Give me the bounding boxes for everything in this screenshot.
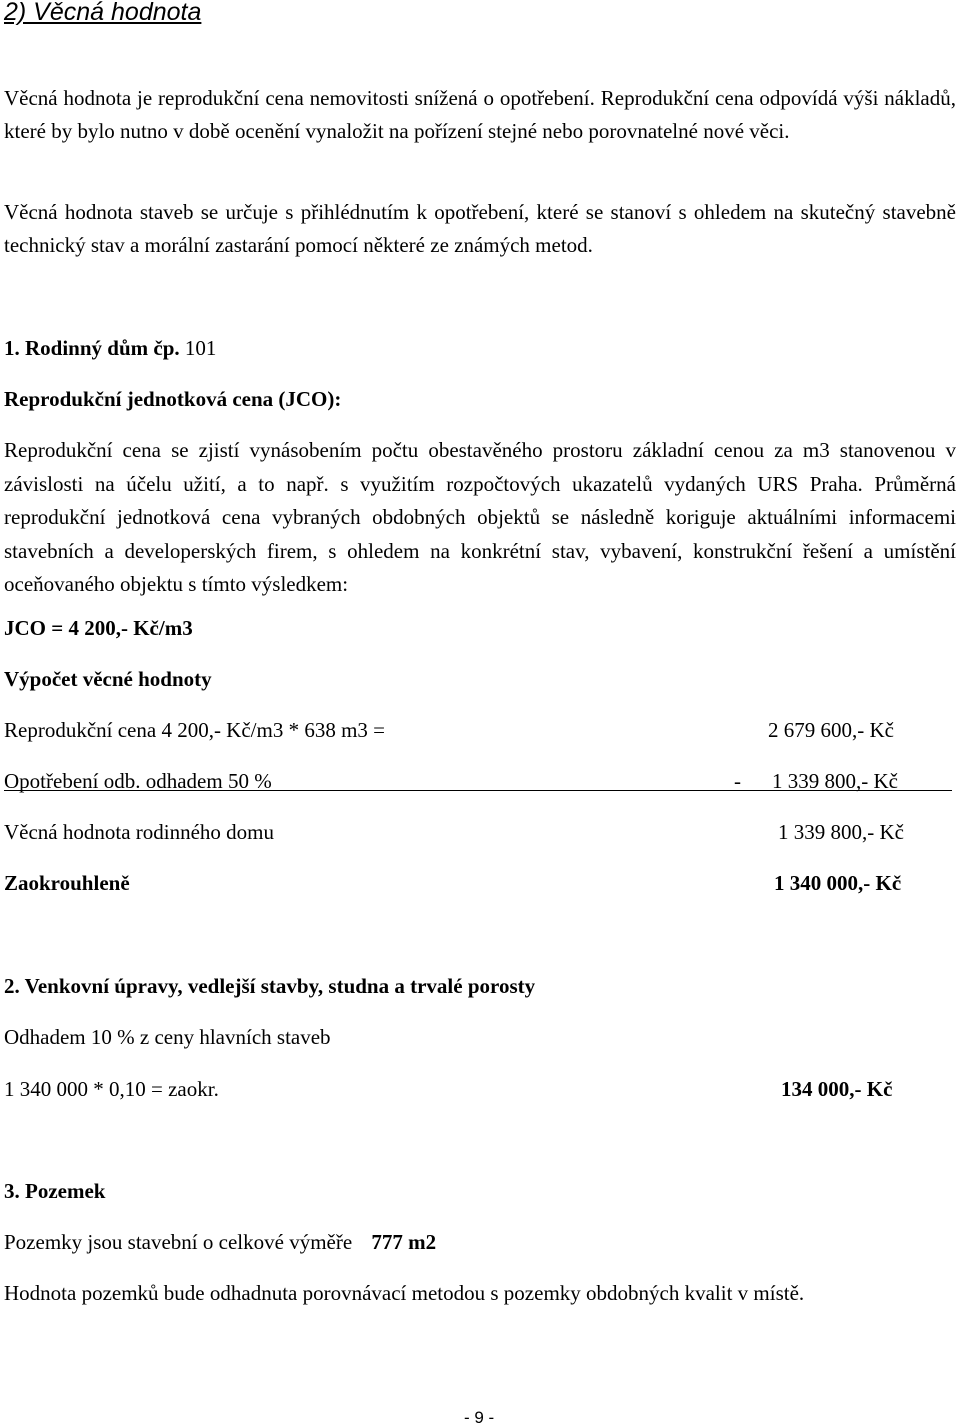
page-title: 2) Věcná hodnota	[4, 0, 202, 26]
section3-line1-text: Pozemky jsou stavební o celkové výměře	[4, 1230, 353, 1254]
row-underline	[4, 790, 952, 791]
jco-value: JCO = 4 200,- Kč/m3	[4, 616, 193, 640]
section2-heading: 2. Venkovní úpravy, vedlejší stavby, studna a trvalé porosty	[4, 974, 536, 998]
jco-heading: Reprodukční jednotková cena (JCO):	[4, 387, 342, 411]
section2-line: Odhadem 10 % z ceny hlavních staveb	[4, 1025, 331, 1049]
intro-paragraph-2: Věcná hodnota staveb se určuje s přihlédnutím k opotřebení, které se stanoví s ohledem na skutečný stavebně technický stav a morální zastarání pomocí některé ze známých metod.	[4, 200, 956, 257]
section1-heading-label: 1. Rodinný dům čp.	[4, 336, 180, 360]
calc-row-sign: -	[734, 769, 741, 793]
calc-row-value: 1 340 000,- Kč	[774, 871, 902, 895]
section3-line1	[4, 1226, 436, 1258]
section1-heading-number: 101	[184, 336, 217, 360]
calc-row-value: 1 339 800,- Kč	[772, 769, 898, 793]
section3-heading: 3. Pozemek	[4, 1179, 106, 1203]
calc-row-label: Věcná hodnota rodinného domu	[4, 820, 275, 844]
calc-heading: Výpočet věcné hodnoty	[4, 667, 212, 691]
section1-heading	[4, 332, 216, 364]
calc-row-value: 2 679 600,- Kč	[768, 718, 894, 742]
calc-row-label: Opotřebení odb. odhadem 50 %	[4, 769, 272, 793]
section2-calc-value: 134 000,- Kč	[781, 1077, 893, 1101]
page-number: - 9 -	[464, 1408, 495, 1427]
calc-row-label: Zaokrouhleně	[4, 871, 130, 895]
section2-calc-label: 1 340 000 * 0,10 = zaokr.	[4, 1077, 219, 1101]
jco-paragraph: Reprodukční cena se zjistí vynásobením počtu obestavěného prostoru základní cenou za m3 stanovenou v závislosti na účelu užití, a to např. s využitím rozpočtových ukazatelů vydaných URS Praha. Průměrná reprodukční jednotková cena vybraných obdobných objektů se následně koriguje aktuálními informacemi stavebních a developerských firem, s ohledem na konkrétní stav, vybavení, konstrukční řešení a umístění oceňovaného objektu s tímto výsledkem:	[4, 438, 956, 596]
intro-paragraph-1: Věcná hodnota je reprodukční cena nemovitosti snížená o opotřebení. Reprodukční cena odpovídá výši nákladů, které by bylo nutno v době ocenění vynaložit na pořízení stejné nebo porovnatelné nové věci.	[4, 86, 956, 143]
section3-line1-value: 777 m2	[371, 1230, 437, 1254]
calc-row-label: Reprodukční cena 4 200,- Kč/m3 * 638 m3 =	[4, 718, 386, 742]
section3-line2: Hodnota pozemků bude odhadnuta porovnávací metodou s pozemky obdobných kvalit v místě.	[4, 1281, 805, 1305]
calc-row-value: 1 339 800,- Kč	[778, 820, 904, 844]
